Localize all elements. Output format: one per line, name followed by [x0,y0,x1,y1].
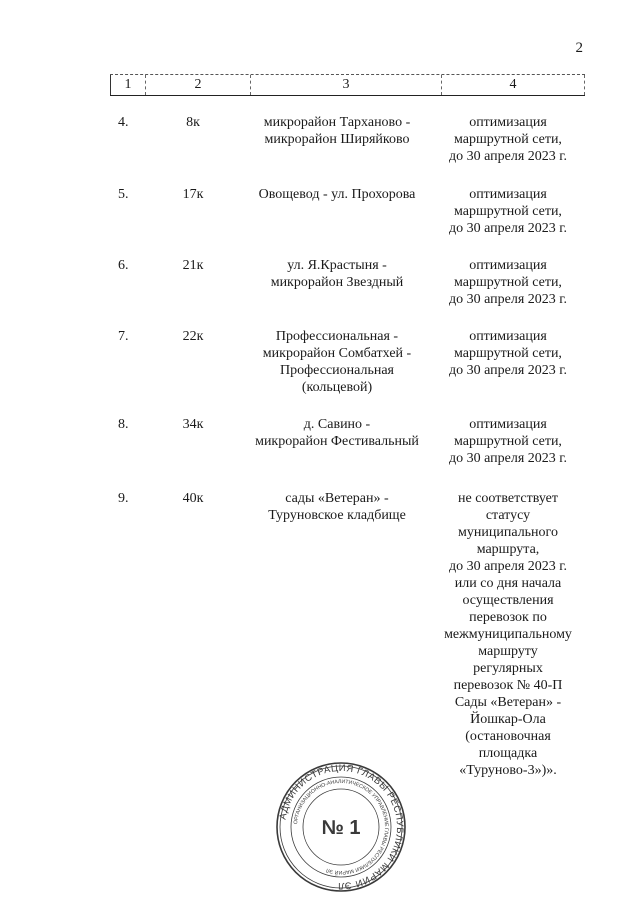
route-description [244,257,430,291]
route-status-line: оптимизация [469,258,547,273]
route-status-line: до 30 апреля 2023 г. [449,149,567,164]
seal-number: № 1 [321,817,361,839]
official-seal [273,762,409,892]
route-description [244,114,430,148]
route-status-line: или со дня начала [454,576,562,591]
row-number: 8. [118,417,129,432]
row-number: 6. [118,258,129,273]
route-description-line: микрорайон Ширяйково [264,132,410,147]
route-status-line: Сады «Ветеран» - [454,695,562,710]
route-description [244,186,430,203]
column-header-2: 2 [145,75,250,95]
route-description-line: д. Савино - [303,417,371,432]
route-status-line: до 30 апреля 2023 г. [449,363,567,378]
route-status-line: маршруту [478,644,538,659]
row-number: 4. [118,115,129,130]
route-status-line: (остановочная [465,729,551,744]
route-status [432,328,584,379]
route-description [244,328,430,396]
route-description-line: микрорайон Звездный [270,275,404,290]
route-description-line: Профессиональная - [275,329,399,344]
route-status [432,257,584,308]
column-header-4: 4 [441,75,585,95]
route-status [432,186,584,237]
route-number: 34к [182,417,204,432]
route-status-line: маршрута, [476,542,540,557]
route-number: 22к [182,329,204,344]
route-description-line: микрорайон Фестивальный [255,434,419,449]
route-description-line: сады «Ветеран» - [285,491,389,506]
route-status-line: «Туруново-3»)». [459,763,557,778]
route-number: 21к [182,258,204,273]
route-status-line: оптимизация [469,115,547,130]
route-status-line: до 30 апреля 2023 г. [449,292,567,307]
route-status [432,416,584,467]
route-status-line: не соответствует [458,491,558,506]
route-number: 40к [182,491,204,506]
page-number: 2 [575,40,583,56]
route-status-line: регулярных [473,661,543,676]
row-number: 9. [118,491,129,506]
route-status-line: до 30 апреля 2023 г. [449,221,567,236]
table-header-row [110,74,585,96]
route-status-line: до 30 апреля 2023 г. [449,559,567,574]
route-description-line: (кольцевой) [301,380,373,395]
svg-text:АДМИНИСТРАЦИЯ ГЛАВЫ РЕСПУБЛИКИ: АДМИНИСТРАЦИЯ ГЛАВЫ РЕСПУБЛИКИ МАРИЙ ЭЛ [277,762,406,892]
route-description [244,416,430,450]
route-description [244,490,430,524]
route-status-line: межмуниципальному [444,627,572,642]
row-number: 7. [118,329,129,344]
route-description-line: Профессиональная [279,363,394,378]
route-status-line: перевозок по [469,610,547,625]
route-description-line: микрорайон Тарханово - [263,115,411,130]
route-status-line: Йошкар-Ола [470,712,546,727]
route-status-line: площадка [478,746,538,761]
route-status-line: статусу [485,508,531,523]
route-status-line: маршрутной сети, [454,132,562,147]
route-description-line: ул. Я.Крастыня - [287,258,387,273]
route-number: 8к [186,115,200,130]
route-description-line: микрорайон Сомбатхей - [262,346,412,361]
route-status-line: оптимизация [469,187,547,202]
route-status-line: маршрутной сети, [454,204,562,219]
svg-text:ОРГАНИЗАЦИОННО-АНАЛИТИЧЕСКОЕ У: ОРГАНИЗАЦИОННО-АНАЛИТИЧЕСКОЕ УПРАВЛЕНИЕ ГЛАВЫ РЕСПУБЛИКИ МАРИЙ ЭЛ [293,778,390,876]
route-number: 17к [182,187,204,202]
route-status-line: перевозок № 40-П [453,678,563,693]
route-status-line: оптимизация [469,417,547,432]
route-status-line: муниципального [458,525,558,540]
row-number: 5. [118,187,129,202]
route-status [432,490,584,779]
column-header-1: 1 [110,75,145,95]
route-status-line: маршрутной сети, [454,434,562,449]
route-description-line: Овощевод - ул. Прохорова [258,187,416,202]
route-status [432,114,584,165]
route-status-line: маршрутной сети, [454,275,562,290]
route-status-line: осуществления [462,593,554,608]
route-status-line: до 30 апреля 2023 г. [449,451,567,466]
route-status-line: оптимизация [469,329,547,344]
route-description-line: Туруновское кладбище [268,508,406,523]
route-status-line: маршрутной сети, [454,346,562,361]
column-header-3: 3 [250,75,441,95]
